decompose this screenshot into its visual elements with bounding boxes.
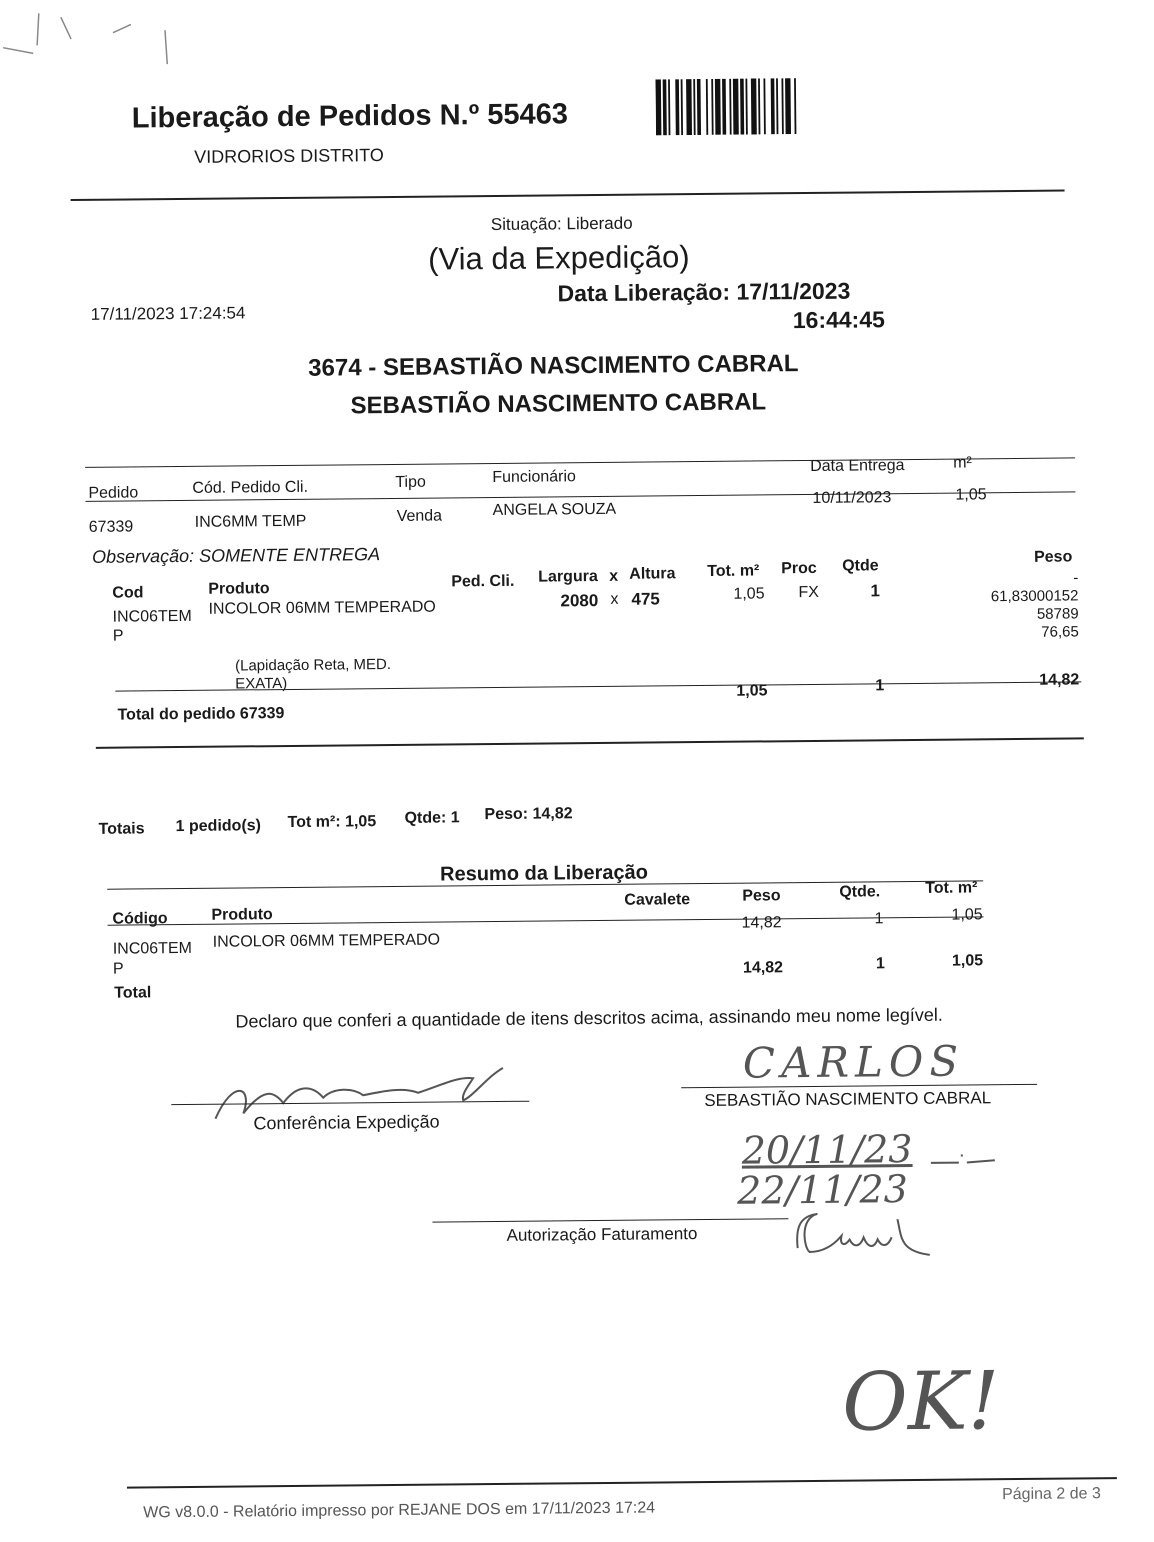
summary-qtde: 1 [874, 910, 884, 928]
items-col-proc: Proc [781, 559, 817, 578]
item-cod [113, 607, 192, 646]
item-note-line2: EXATA) [235, 674, 288, 693]
summary-tot-m2: 1,05 [951, 906, 983, 924]
item-qtde: 1 [870, 581, 880, 601]
item-largura: 2080 [560, 591, 599, 611]
summary-col-codigo: Código [112, 910, 168, 928]
totals-label: Totais [98, 820, 145, 838]
summary-codigo-line1: INC06TEM [112, 939, 192, 958]
header-divider [71, 190, 1065, 202]
col-m2: m² [953, 454, 972, 472]
release-time: 16:44:45 [792, 306, 885, 334]
item-altura: 475 [631, 589, 660, 609]
col-cod-pedido-cli: Cód. Pedido Cli. [192, 478, 309, 497]
summary-peso: 14,82 [741, 914, 782, 932]
summary-codigo [113, 939, 193, 980]
signature-line-auth [432, 1218, 788, 1222]
items-col-tot-m2: Tot. m² [707, 562, 760, 580]
situation-label: Situação: Liberado [490, 213, 633, 235]
items-col-x: x [609, 567, 619, 585]
barcode [655, 78, 834, 136]
item-peso-line3: 76,65 [1041, 623, 1079, 641]
summary-col-qtde: Qtde. [839, 883, 881, 901]
item-peso [938, 569, 1079, 642]
order-type: Venda [396, 507, 443, 525]
summary-col-cavalete: Cavalete [624, 891, 691, 909]
handwritten-name: CARLOS [742, 1036, 965, 1088]
col-data-entrega: Data Entrega [810, 457, 905, 475]
signature-label-client: SEBASTIÃO NASCIMENTO CABRAL [704, 1088, 992, 1111]
totals-qtde: Qtde: 1 [404, 809, 460, 827]
signature-label-expedicao: Conferência Expedição [253, 1111, 440, 1134]
footer-report: WG v8.0.0 - Relatório impresso por REJANE DOS em 17/11/2023 17:24 [143, 1499, 656, 1522]
summary-produto: INCOLOR 06MM TEMPERADO [212, 931, 441, 951]
declaration-text: Declaro que conferi a quantidade de itens descritos acima, assinando meu nome legível. [235, 1004, 943, 1032]
items-col-qtde: Qtde [842, 557, 879, 575]
items-col-cod: Cod [112, 584, 144, 602]
item-peso-line2: 58789 [1036, 605, 1079, 623]
order-employee: ANGELA SOUZA [492, 500, 617, 520]
signature-label-authorization: Autorização Faturamento [506, 1224, 698, 1245]
handwritten-date-1: 20/11/23 [741, 1127, 913, 1173]
order-delivery-date: 10/11/2023 [812, 489, 892, 507]
item-produto: INCOLOR 06MM TEMPERADO [208, 598, 436, 618]
item-cod-line2: P [112, 627, 124, 645]
items-col-altura: Altura [629, 565, 676, 583]
items-col-ped-cli: Ped. Cli. [451, 572, 515, 591]
summary-total-peso: 14,82 [742, 959, 784, 977]
totals-peso: Peso: 14,82 [484, 805, 573, 824]
handwritten-ok: OK! [841, 1354, 1001, 1449]
item-tot-m2: 1,05 [733, 585, 765, 603]
summary-codigo-line2: P [112, 960, 124, 978]
handwritten-dashes [929, 1144, 999, 1169]
company-name: VIDRORIOS DISTRITO [194, 145, 384, 167]
col-pedido: Pedido [88, 484, 139, 502]
scan-marks [0, 4, 173, 76]
item-peso-dash: - [1073, 569, 1079, 587]
totals-orders: 1 pedido(s) [175, 817, 262, 836]
handwritten-signature-auth [789, 1207, 940, 1268]
order-total-label: Total do pedido 67339 [117, 705, 285, 724]
totals-m2: Tot m²: 1,05 [287, 813, 377, 832]
summary-col-tot-m2: Tot. m² [925, 879, 978, 897]
order-m2: 1,05 [955, 486, 987, 504]
col-tipo: Tipo [395, 473, 426, 491]
order-total-peso: 14,82 [1039, 671, 1080, 689]
summary-col-produto: Produto [211, 906, 273, 924]
client-code-name: 3674 - SEBASTIÃO NASCIMENTO CABRAL [308, 350, 799, 382]
footer-rule [127, 1477, 1117, 1489]
client-name: SEBASTIÃO NASCIMENTO CABRAL [350, 388, 767, 420]
order-total-m2: 1,05 [736, 682, 768, 700]
item-note-line1: (Lapidação Reta, MED. [234, 656, 392, 675]
summary-total-tot-m2: 1,05 [951, 952, 984, 970]
item-proc: FX [798, 583, 819, 602]
printed-timestamp: 17/11/2023 17:24:54 [90, 303, 246, 324]
item-x: x [610, 590, 619, 608]
summary-total-qtde: 1 [875, 955, 885, 973]
col-funcionario: Funcionário [492, 468, 576, 487]
items-col-peso: Peso [1033, 548, 1073, 566]
summary-total-label: Total [114, 984, 152, 1002]
items-bottom-rule [96, 737, 1084, 748]
order-total-qtde: 1 [875, 677, 885, 695]
item-peso-line1: 61,83000152 [990, 587, 1079, 606]
order-client-code: INC6MM TEMP [194, 512, 307, 531]
document-title: Liberação de Pedidos N.º 55463 [131, 98, 569, 135]
items-col-produto: Produto [208, 580, 270, 598]
order-table-top-rule [85, 457, 1075, 468]
order-number: 67339 [88, 518, 134, 536]
items-col-largura: Largura [538, 568, 598, 586]
footer-page-number: Página 2 de 3 [1001, 1485, 1101, 1504]
release-date: Data Liberação: 17/11/2023 [557, 277, 851, 307]
summary-title: Resumo da Liberação [439, 861, 649, 886]
summary-col-peso: Peso [742, 887, 781, 905]
copy-label: (Via da Expedição) [428, 239, 690, 277]
item-cod-line1: INC06TEM [112, 607, 192, 626]
handwritten-date-2: 22/11/23 [736, 1167, 909, 1213]
order-observation: Observação: SOMENTE ENTREGA [91, 544, 381, 567]
